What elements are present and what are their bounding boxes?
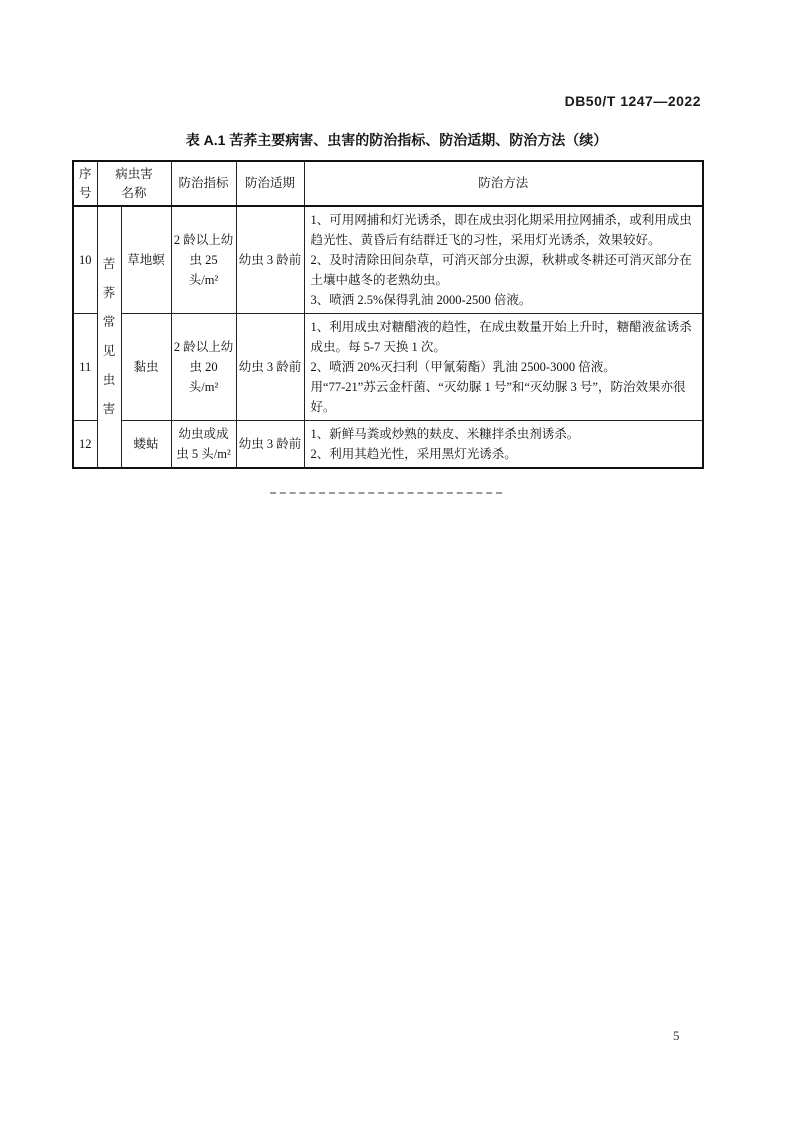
header-pest-name-line2: 名称 [121, 185, 147, 200]
row10-name: 草地螟 [121, 206, 171, 314]
row10-period: 幼虫 3 龄前 [236, 206, 304, 314]
pest-control-table [72, 160, 704, 469]
row12-methods [304, 421, 703, 469]
table-row [73, 206, 703, 314]
row12-indicator: 幼虫或成虫 5 头/m² [171, 421, 236, 469]
header-indicator: 防治指标 [171, 161, 236, 206]
table-header-row [73, 161, 703, 206]
row10-indicator: 2 龄以上幼虫 25 头/m² [171, 206, 236, 314]
row10-method-3: 3、喷洒 2.5%保得乳油 2000-2500 倍液。 [310, 293, 532, 307]
row11-period: 幼虫 3 龄前 [236, 314, 304, 421]
header-pest-name [97, 161, 171, 206]
end-of-section-rule [270, 492, 502, 494]
row11-method-1: 1、利用成虫对糖醋液的趋性，在成虫数量开始上升时，糖醋液盆诱杀成虫。每 5-7 天换 1 次。 [310, 320, 692, 354]
header-seq-line1: 序 [78, 166, 92, 181]
header-seq-line2: 号 [78, 185, 92, 200]
row10-methods [304, 206, 703, 314]
row11-method-3: 用“77-21”苏云金杆菌、“灭幼脲 1 号”和“灭幼脲 3 号”，防治效果亦很好。 [310, 380, 686, 414]
row11-methods [304, 314, 703, 421]
row10-method-1: 1、可用网捕和灯光诱杀，即在成虫羽化期采用拉网捕杀，或利用成虫趋光性、黄昏后有结群迁飞的习性，采用灯光诱杀，效果较好。 [310, 213, 692, 247]
row10-method-2: 2、及时清除田间杂草，可消灭部分虫源，秋耕或冬耕还可消灭部分在土壤中越冬的老熟幼虫。 [310, 253, 692, 287]
row12-seq: 12 [73, 421, 97, 469]
category-vertical-text: 苦荞常见虫害 [102, 257, 116, 416]
category-cell [97, 206, 121, 468]
table-row [73, 421, 703, 469]
row11-name: 黏虫 [121, 314, 171, 421]
header-pest-name-line1: 病虫害 [115, 166, 153, 181]
header-seq [73, 161, 97, 206]
row10-seq: 10 [73, 206, 97, 314]
header-period: 防治适期 [236, 161, 304, 206]
row12-name: 蝼蛄 [121, 421, 171, 469]
row12-method-1: 1、新鲜马粪或炒熟的麸皮、米糠拌杀虫剂诱杀。 [310, 427, 580, 441]
table-row [73, 314, 703, 421]
row12-period: 幼虫 3 龄前 [236, 421, 304, 469]
row11-method-2: 2、喷洒 20%灭扫利（甲氰菊酯）乳油 2500-3000 倍液。 [310, 360, 616, 374]
row11-indicator: 2 龄以上幼虫 20 头/m² [171, 314, 236, 421]
table-title: 表 A.1 苦荞主要病害、虫害的防治指标、防治适期、防治方法（续） [185, 132, 608, 148]
doc-number: DB50/T 1247—2022 [564, 93, 701, 109]
page-number: 5 [673, 1028, 680, 1043]
header-method: 防治方法 [304, 161, 703, 206]
row12-method-2: 2、利用其趋光性，采用黑灯光诱杀。 [310, 447, 517, 461]
row11-seq: 11 [73, 314, 97, 421]
